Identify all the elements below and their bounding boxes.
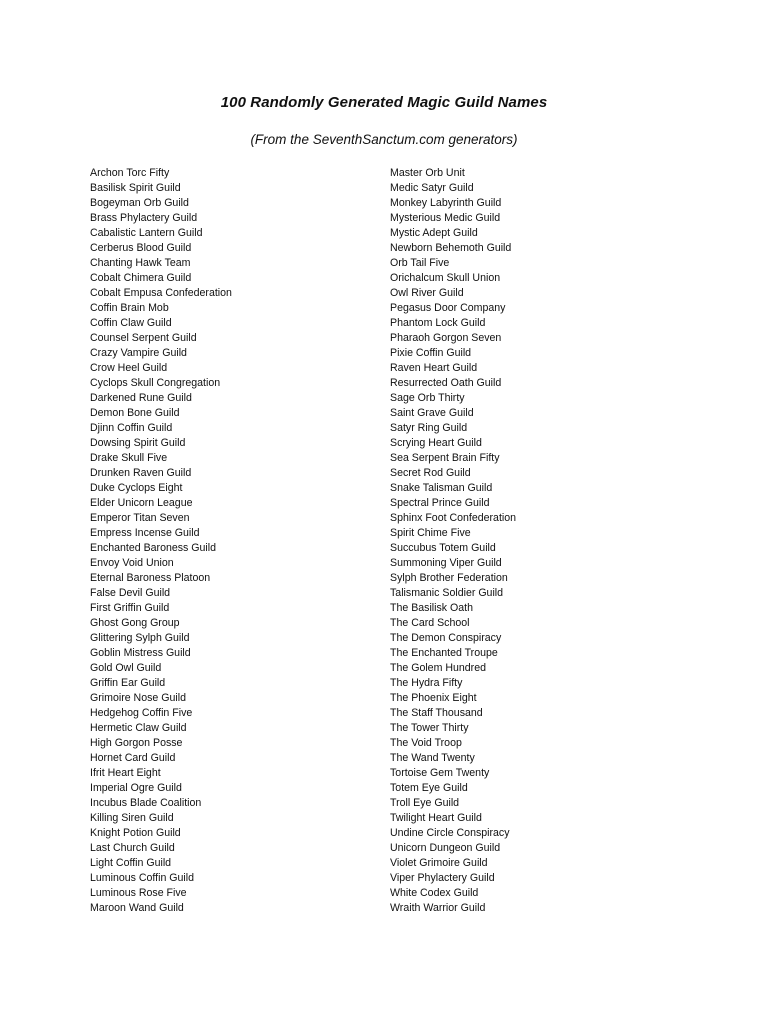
guild-name-item: Cabalistic Lantern Guild xyxy=(90,227,203,239)
guild-name-item: The Wand Twenty xyxy=(390,752,475,764)
guild-name-item: High Gorgon Posse xyxy=(90,737,183,749)
guild-name-item: Griffin Ear Guild xyxy=(90,677,166,689)
guild-name-item: Bogeyman Orb Guild xyxy=(90,197,189,209)
guild-name-item: Cobalt Chimera Guild xyxy=(90,272,192,284)
guild-name-item: Mysterious Medic Guild xyxy=(390,212,501,224)
guild-name-item: Pixie Coffin Guild xyxy=(390,347,472,359)
guild-name-item: Pharaoh Gorgon Seven xyxy=(390,332,502,344)
guild-name-item: Enchanted Baroness Guild xyxy=(90,542,217,554)
guild-name-item: Duke Cyclops Eight xyxy=(90,482,183,494)
guild-name-item: Pegasus Door Company xyxy=(390,302,506,314)
guild-name-item: Elder Unicorn League xyxy=(90,497,193,509)
guild-name-item: Medic Satyr Guild xyxy=(390,182,474,194)
guild-name-item: False Devil Guild xyxy=(90,587,171,599)
guild-name-item: Orb Tail Five xyxy=(390,257,450,269)
guild-name-item: Undine Circle Conspiracy xyxy=(390,827,510,839)
guild-name-item: Phantom Lock Guild xyxy=(390,317,486,329)
guild-name-item: Sylph Brother Federation xyxy=(390,572,508,584)
guild-name-item: Raven Heart Guild xyxy=(390,362,478,374)
guild-name-item: Imperial Ogre Guild xyxy=(90,782,182,794)
guild-name-item: Brass Phylactery Guild xyxy=(90,212,198,224)
guild-name-item: Summoning Viper Guild xyxy=(390,557,502,569)
guild-name-item: Cobalt Empusa Confederation xyxy=(90,287,232,299)
guild-name-item: Tortoise Gem Twenty xyxy=(390,767,490,779)
guild-name-item: Ghost Gong Group xyxy=(90,617,180,629)
guild-name-item: The Staff Thousand xyxy=(390,707,483,719)
guild-name-item: Monkey Labyrinth Guild xyxy=(390,197,502,209)
guild-name-item: Satyr Ring Guild xyxy=(390,422,468,434)
guild-name-item: Envoy Void Union xyxy=(90,557,174,569)
guild-name-item: Luminous Rose Five xyxy=(90,887,187,899)
guild-name-item: Light Coffin Guild xyxy=(90,857,172,869)
guild-name-item: Knight Potion Guild xyxy=(90,827,181,839)
guild-name-item: Djinn Coffin Guild xyxy=(90,422,173,434)
guild-name-item: Darkened Rune Guild xyxy=(90,392,192,404)
guild-name-item: Newborn Behemoth Guild xyxy=(390,242,512,254)
guild-name-item: Demon Bone Guild xyxy=(90,407,180,419)
guild-name-item: Snake Talisman Guild xyxy=(390,482,493,494)
guild-name-item: Glittering Sylph Guild xyxy=(90,632,190,644)
guild-name-item: Hornet Card Guild xyxy=(90,752,176,764)
guild-name-item: Ifrit Heart Eight xyxy=(90,767,161,779)
guild-name-item: Luminous Coffin Guild xyxy=(90,872,195,884)
guild-name-item: Last Church Guild xyxy=(90,842,175,854)
guild-name-item: Spirit Chime Five xyxy=(390,527,471,539)
guild-name-item: Sea Serpent Brain Fifty xyxy=(390,452,500,464)
guild-name-item: The Golem Hundred xyxy=(390,662,486,674)
guild-name-item: Maroon Wand Guild xyxy=(90,902,184,914)
guild-name-item: Gold Owl Guild xyxy=(90,662,162,674)
guild-name-item: Sage Orb Thirty xyxy=(390,392,465,404)
guild-name-item: First Griffin Guild xyxy=(90,602,170,614)
guild-name-item: The Phoenix Eight xyxy=(390,692,477,704)
guild-name-item: Chanting Hawk Team xyxy=(90,257,191,269)
guild-name-item: Drake Skull Five xyxy=(90,452,168,464)
guild-name-item: Troll Eye Guild xyxy=(390,797,460,809)
page-subtitle: (From the SeventhSanctum.com generators) xyxy=(250,132,518,147)
guild-name-item: Mystic Adept Guild xyxy=(390,227,478,239)
guild-name-item: Scrying Heart Guild xyxy=(390,437,482,449)
guild-name-item: Incubus Blade Coalition xyxy=(90,797,202,809)
guild-name-item: Cyclops Skull Congregation xyxy=(90,377,221,389)
guild-name-item: Crazy Vampire Guild xyxy=(90,347,187,359)
guild-name-item: Coffin Claw Guild xyxy=(90,317,172,329)
guild-name-item: Empress Incense Guild xyxy=(90,527,200,539)
guild-name-item: Counsel Serpent Guild xyxy=(90,332,197,344)
guild-name-item: Spectral Prince Guild xyxy=(390,497,490,509)
guild-name-item: Killing Siren Guild xyxy=(90,812,174,824)
guild-name-item: Unicorn Dungeon Guild xyxy=(390,842,501,854)
guild-name-item: The Demon Conspiracy xyxy=(390,632,502,644)
guild-name-item: Owl River Guild xyxy=(390,287,464,299)
guild-name-item: Basilisk Spirit Guild xyxy=(90,182,181,194)
guild-name-item: Emperor Titan Seven xyxy=(90,512,190,524)
guild-name-item: Totem Eye Guild xyxy=(390,782,468,794)
guild-name-item: Violet Grimoire Guild xyxy=(390,857,488,869)
guild-name-item: Talismanic Soldier Guild xyxy=(390,587,504,599)
guild-name-item: Resurrected Oath Guild xyxy=(390,377,502,389)
guild-name-item: Eternal Baroness Platoon xyxy=(90,572,211,584)
guild-name-item: Master Orb Unit xyxy=(390,167,465,179)
guild-name-item: The Basilisk Oath xyxy=(390,602,474,614)
guild-name-item: Secret Rod Guild xyxy=(390,467,471,479)
guild-name-item: Twilight Heart Guild xyxy=(390,812,482,824)
guild-name-item: Goblin Mistress Guild xyxy=(90,647,191,659)
guild-name-item: Viper Phylactery Guild xyxy=(390,872,495,884)
page-title: 100 Randomly Generated Magic Guild Names xyxy=(220,94,548,111)
guild-name-item: Hermetic Claw Guild xyxy=(90,722,187,734)
guild-name-item: The Hydra Fifty xyxy=(390,677,463,689)
guild-name-item: Saint Grave Guild xyxy=(390,407,474,419)
guild-name-item: The Tower Thirty xyxy=(390,722,469,734)
guild-name-item: Succubus Totem Guild xyxy=(390,542,496,554)
guild-name-item: White Codex Guild xyxy=(390,887,479,899)
guild-name-list-right xyxy=(390,166,690,916)
guild-name-item: Sphinx Foot Confederation xyxy=(390,512,517,524)
guild-name-item: The Enchanted Troupe xyxy=(390,647,498,659)
guild-name-list-left xyxy=(90,166,370,916)
guild-name-item: Grimoire Nose Guild xyxy=(90,692,186,704)
guild-name-item: Coffin Brain Mob xyxy=(90,302,169,314)
guild-name-item: Drunken Raven Guild xyxy=(90,467,192,479)
guild-name-item: Cerberus Blood Guild xyxy=(90,242,192,254)
guild-name-item: Wraith Warrior Guild xyxy=(390,902,486,914)
guild-name-item: Hedgehog Coffin Five xyxy=(90,707,193,719)
guild-name-item: Orichalcum Skull Union xyxy=(390,272,501,284)
guild-name-item: The Card School xyxy=(390,617,470,629)
guild-name-item: Crow Heel Guild xyxy=(90,362,168,374)
guild-name-item: Dowsing Spirit Guild xyxy=(90,437,186,449)
guild-name-item: The Void Troop xyxy=(390,737,462,749)
guild-name-item: Archon Torc Fifty xyxy=(90,167,170,179)
